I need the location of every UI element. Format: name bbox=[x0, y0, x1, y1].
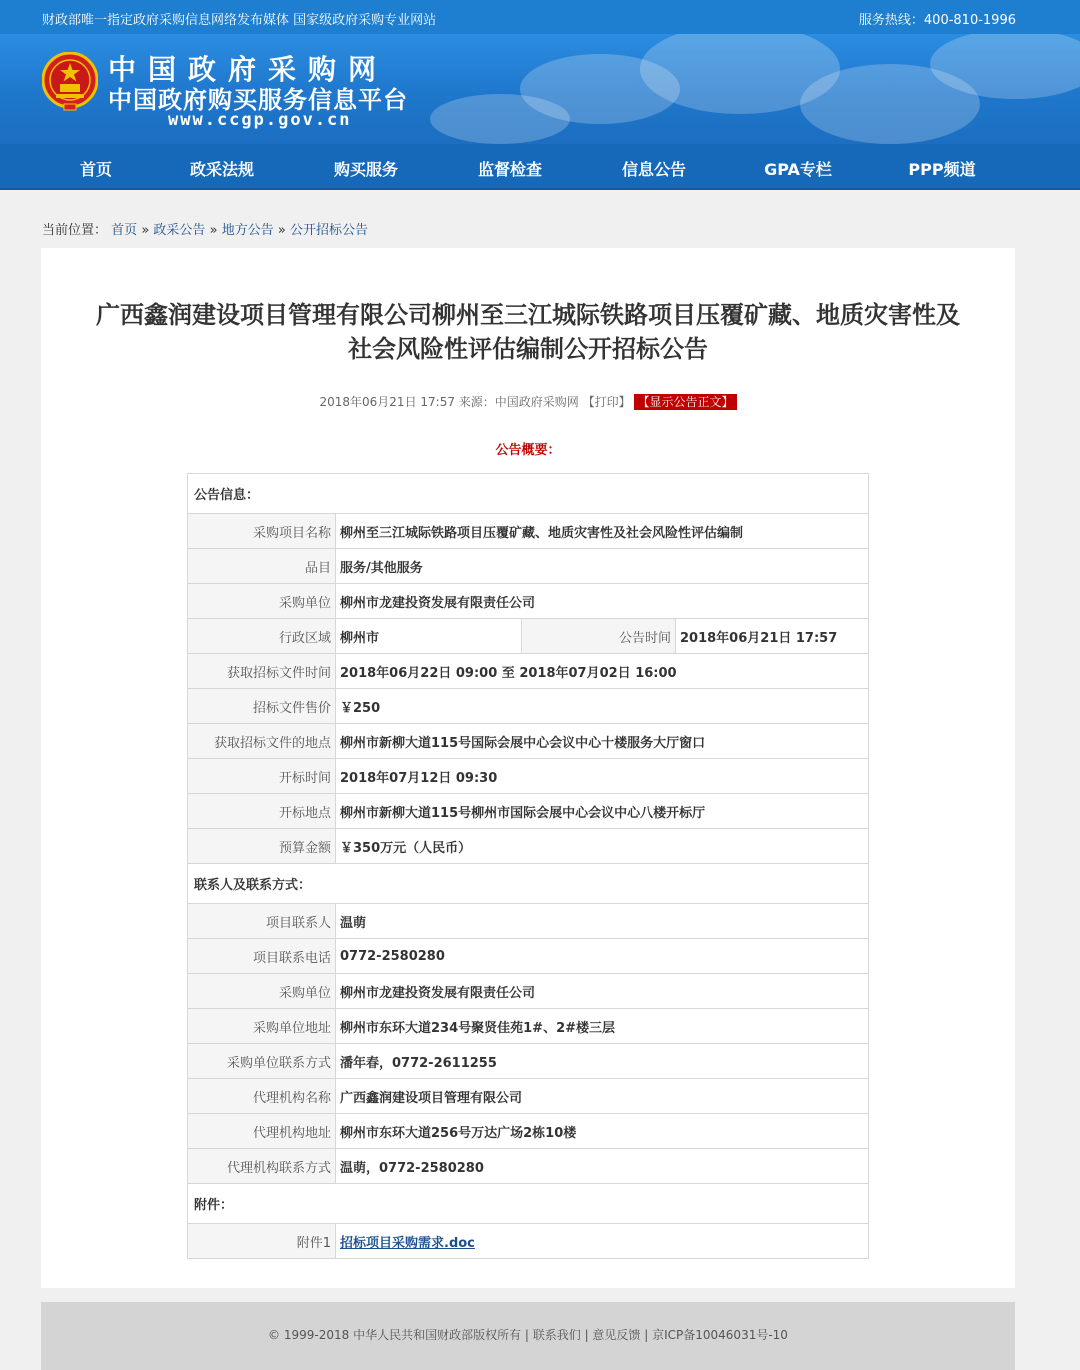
table-row bbox=[188, 1079, 869, 1114]
project-name: 柳州至三江城际铁路项目压覆矿藏、地质灾害性及社会风险性评估编制 bbox=[336, 514, 869, 549]
site-slogan: 财政部唯一指定政府采购信息网络发布媒体 国家级政府采购专业网站 bbox=[42, 13, 437, 28]
section-info: 公告信息： bbox=[188, 474, 869, 514]
announce-time: 2018年06月21日 17:57 bbox=[676, 619, 869, 654]
row-label: 采购单位联系方式 bbox=[188, 1044, 336, 1079]
site-banner bbox=[0, 34, 1080, 144]
service-hotline: 服务热线：400-810-1996 bbox=[858, 13, 1016, 28]
row-label: 附件1 bbox=[188, 1224, 336, 1259]
breadcrumb bbox=[42, 219, 368, 238]
table-row bbox=[188, 1114, 869, 1149]
section-attachments: 附件： bbox=[188, 1184, 869, 1224]
nav-supervision[interactable]: 监督检查 bbox=[477, 160, 542, 179]
info-table bbox=[187, 473, 869, 1259]
table-row bbox=[188, 1184, 869, 1224]
logo-subtitle: 中国政府购买服务信息平台 bbox=[108, 86, 408, 114]
table-row bbox=[188, 1009, 869, 1044]
row-label: 采购单位 bbox=[188, 974, 336, 1009]
attachment-link[interactable]: 招标项目采购需求.doc bbox=[340, 1235, 475, 1251]
article-card bbox=[41, 248, 1015, 1288]
purchaser: 柳州市龙建投资发展有限责任公司 bbox=[336, 584, 869, 619]
breadcrumb-procurement[interactable]: 政采公告 bbox=[153, 223, 206, 238]
nav-gpa[interactable]: GPA专栏 bbox=[764, 160, 832, 179]
article-meta bbox=[41, 393, 1015, 410]
table-row bbox=[188, 794, 869, 829]
row-label: 获取招标文件时间 bbox=[188, 654, 336, 689]
row-label: 项目联系人 bbox=[188, 904, 336, 939]
row-label: 项目联系电话 bbox=[188, 939, 336, 974]
row-label: 代理机构联系方式 bbox=[188, 1149, 336, 1184]
page-footer: © 1999-2018 中华人民共和国财政部版权所有 | 联系我们 | 意见反馈 | 京ICP备10046031号-10 bbox=[41, 1302, 1015, 1370]
main-nav bbox=[0, 144, 1080, 190]
table-row bbox=[188, 514, 869, 549]
row-label: 采购单位地址 bbox=[188, 1009, 336, 1044]
breadcrumb-sep: » bbox=[209, 223, 218, 238]
breadcrumb-sep: » bbox=[141, 223, 150, 238]
title-line-2: 社会风险性评估编制公开招标公告 bbox=[348, 335, 708, 363]
breadcrumb-open-tender[interactable]: 公开招标公告 bbox=[289, 223, 368, 238]
open-place: 柳州市新柳大道115号柳州市国际会展中心会议中心八楼开标厅 bbox=[336, 794, 869, 829]
summary-heading: 公告概要： bbox=[495, 443, 561, 458]
title-line-1: 广西鑫润建设项目管理有限公司柳州至三江城际铁路项目压覆矿藏、地质灾害性及 bbox=[96, 301, 960, 329]
table-row bbox=[188, 939, 869, 974]
table-row bbox=[188, 864, 869, 904]
breadcrumb-local[interactable]: 地方公告 bbox=[221, 223, 274, 238]
row-label: 代理机构名称 bbox=[188, 1079, 336, 1114]
attachment-cell bbox=[336, 1224, 869, 1259]
breadcrumb-label: 当前位置： bbox=[42, 223, 108, 238]
nav-home[interactable]: 首页 bbox=[79, 160, 112, 179]
top-strip bbox=[0, 0, 1080, 34]
row-label: 公告时间 bbox=[522, 619, 676, 654]
row-label: 预算金额 bbox=[188, 829, 336, 864]
table-row bbox=[188, 759, 869, 794]
row-label: 采购项目名称 bbox=[188, 514, 336, 549]
row-label: 获取招标文件的地点 bbox=[188, 724, 336, 759]
table-row bbox=[188, 654, 869, 689]
table-row bbox=[188, 829, 869, 864]
purchaser-address: 柳州市东环大道234号聚贤佳苑1#、2#楼三层 bbox=[336, 1009, 869, 1044]
nav-info-notice[interactable]: 信息公告 bbox=[621, 160, 686, 179]
doc-price: ￥250 bbox=[336, 689, 869, 724]
row-label: 行政区域 bbox=[188, 619, 336, 654]
print-link[interactable]: 【打印】 bbox=[582, 395, 631, 409]
table-row bbox=[188, 549, 869, 584]
table-row bbox=[188, 689, 869, 724]
national-emblem-icon bbox=[42, 52, 98, 112]
table-row bbox=[188, 1224, 869, 1259]
contact-phone: 0772-2580280 bbox=[336, 939, 869, 974]
row-label: 采购单位 bbox=[188, 584, 336, 619]
table-row bbox=[188, 584, 869, 619]
row-label: 品目 bbox=[188, 549, 336, 584]
table-row bbox=[188, 974, 869, 1009]
row-label: 开标地点 bbox=[188, 794, 336, 829]
nav-purchase-service[interactable]: 购买服务 bbox=[333, 160, 398, 179]
open-time: 2018年07月12日 09:30 bbox=[336, 759, 869, 794]
nav-regulations[interactable]: 政采法规 bbox=[189, 160, 254, 179]
show-full-text-button[interactable]: 【显示公告正文】 bbox=[634, 394, 736, 410]
row-label: 招标文件售价 bbox=[188, 689, 336, 724]
nav-ppp[interactable]: PPP频道 bbox=[908, 160, 976, 179]
agency-contact: 温萌，0772-2580280 bbox=[336, 1149, 869, 1184]
breadcrumb-sep: » bbox=[277, 223, 286, 238]
article-source: 来源：中国政府采购网 bbox=[458, 395, 579, 409]
logo-url: www.ccgp.gov.cn bbox=[168, 110, 352, 130]
table-row bbox=[188, 619, 869, 654]
agency-name: 广西鑫润建设项目管理有限公司 bbox=[336, 1079, 869, 1114]
purchaser-2: 柳州市龙建投资发展有限责任公司 bbox=[336, 974, 869, 1009]
doc-time: 2018年06月22日 09:00 至 2018年07月02日 16:00 bbox=[336, 654, 869, 689]
region: 柳州市 bbox=[336, 619, 522, 654]
budget: ￥350万元（人民币） bbox=[336, 829, 869, 864]
table-row bbox=[188, 474, 869, 514]
purchaser-contact: 潘年春，0772-2611255 bbox=[336, 1044, 869, 1079]
logo-title: 中国政府采购网 bbox=[108, 53, 389, 86]
table-row bbox=[188, 904, 869, 939]
page-title bbox=[41, 298, 1015, 366]
table-row bbox=[188, 1044, 869, 1079]
breadcrumb-home[interactable]: 首页 bbox=[111, 223, 138, 238]
row-label: 开标时间 bbox=[188, 759, 336, 794]
section-contact: 联系人及联系方式： bbox=[188, 864, 869, 904]
category: 服务/其他服务 bbox=[336, 549, 869, 584]
table-row bbox=[188, 724, 869, 759]
agency-address: 柳州市东环大道256号万达广场2栋10楼 bbox=[336, 1114, 869, 1149]
contact: 温萌 bbox=[336, 904, 869, 939]
table-row bbox=[188, 1149, 869, 1184]
doc-place: 柳州市新柳大道115号国际会展中心会议中心十楼服务大厅窗口 bbox=[336, 724, 869, 759]
row-label: 代理机构地址 bbox=[188, 1114, 336, 1149]
publish-date: 2018年06月21日 17:57 bbox=[319, 395, 455, 409]
